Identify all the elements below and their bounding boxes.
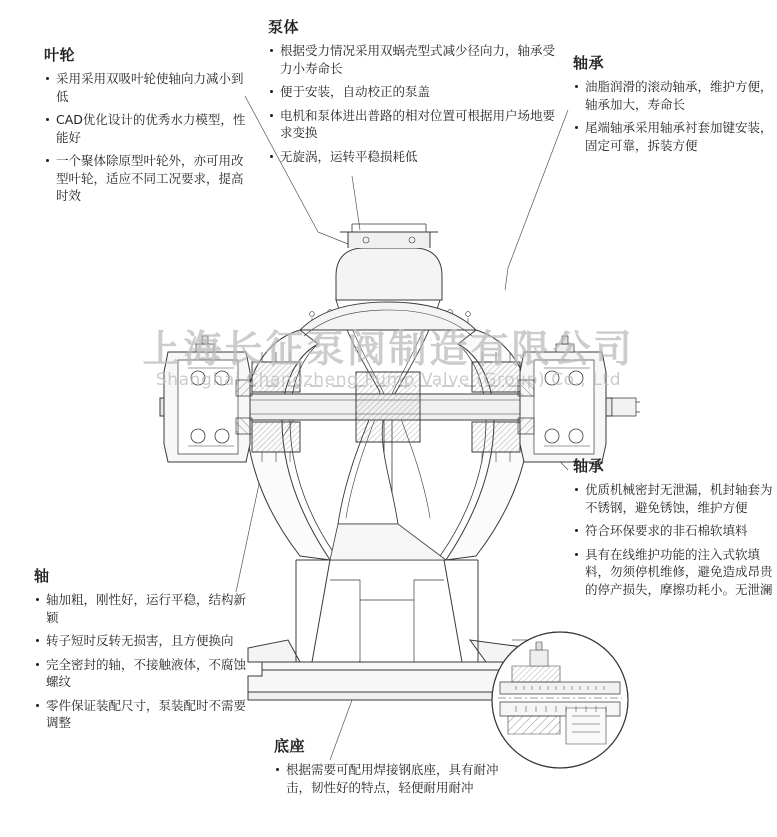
callout-bearing-upper <box>573 52 773 160</box>
callout-base-list <box>274 761 519 796</box>
callout-bearing-upper-list <box>573 78 773 154</box>
callout-bearing-lower <box>573 455 773 604</box>
watermark-chinese: 上海长征泵阀制造有限公司 <box>142 327 635 371</box>
callout-impeller-list <box>44 70 249 205</box>
callout-base <box>274 735 519 802</box>
list-item: 采用采用双吸叶轮使轴向力减小到低 <box>44 70 249 105</box>
list-item: 零件保证装配尺寸，泵装配时不需要调整 <box>34 697 249 732</box>
list-item: 轴加粗，刚性好，运行平稳，结构新颖 <box>34 591 249 626</box>
callout-base-title: 底座 <box>274 737 306 755</box>
list-item: 优质机械密封无泄漏，机封轴套为不锈钢，避免锈蚀，维护方便 <box>573 481 773 516</box>
list-item: 无旋涡，运转平稳损耗低 <box>268 148 558 166</box>
list-item: 完全密封的轴，不接触液体，不腐蚀螺纹 <box>34 656 249 691</box>
list-item: 转子短时反转无损害，且方便换向 <box>34 632 249 650</box>
list-item: 具有在线维护功能的注入式软填料，勿须停机维修，避免造成昂贵的停产损失，摩擦功耗小。无泄澜 <box>573 546 773 599</box>
callout-bearing-upper-title: 轴承 <box>573 54 605 72</box>
callout-impeller <box>44 44 249 211</box>
callout-bearing-lower-list <box>573 481 773 598</box>
callout-impeller-title: 叶轮 <box>44 46 76 64</box>
callout-pump-casing <box>268 16 558 171</box>
callout-pump-casing-title: 泵体 <box>268 18 300 36</box>
list-item: 油脂润滑的滚动轴承，维护方便，轴承加大，寿命长 <box>573 78 773 113</box>
list-item: 电机和泵体进出普路的相对位置可根据用户场地要求变换 <box>268 107 558 142</box>
callout-shaft <box>34 565 249 738</box>
list-item: 根据受力情况采用双蜗壳型式减少径向力，轴承受力小寿命长 <box>268 42 558 77</box>
watermark-english: Shanghai Changzheng Pump Valve (Group) Co., Ltd <box>155 370 622 390</box>
list-item: CAD优化设计的优秀水力模型，性能好 <box>44 111 249 146</box>
list-item: 便于安装，自动校正的泵盖 <box>268 83 558 101</box>
callout-shaft-list <box>34 591 249 732</box>
list-item: 根据需要可配用焊接钢底座，具有耐冲击，韧性好的特点，轻便耐用耐冲 <box>274 761 519 796</box>
list-item: 尾端轴承采用轴承衬套加键安装，固定可靠，拆装方便 <box>573 119 773 154</box>
callout-bearing-lower-title: 轴承 <box>573 457 605 475</box>
callout-shaft-title: 轴 <box>34 567 50 585</box>
callout-pump-casing-list <box>268 42 558 165</box>
list-item: 符合环保要求的非石棉软填料 <box>573 522 773 540</box>
list-item: 一个聚体除原型叶轮外，亦可用改型叶轮，适应不同工况要求，提高时效 <box>44 152 249 205</box>
